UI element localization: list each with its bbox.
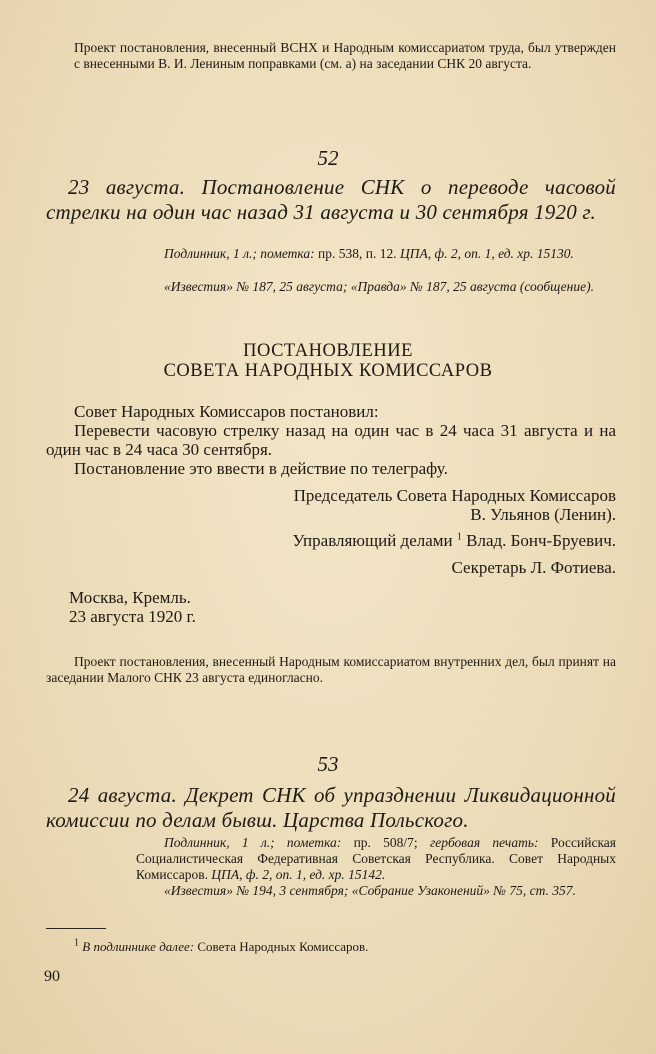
signature-chair-title: Председатель Совета Народных Комиссаров <box>293 486 616 505</box>
source-archive: ЦПА, ф. 2, оп. 1, ед. хр. 15130. <box>399 246 574 261</box>
document-title-line-1: ПОСТАНОВЛЕНИЕ <box>243 341 413 361</box>
seal-lead: гербовая печать: <box>429 835 539 850</box>
source-lead: Подлинник, 1 л.; пометка: <box>164 246 315 261</box>
closing-note <box>46 654 616 686</box>
footnote <box>74 939 614 955</box>
document-number-53: 53 <box>317 752 339 776</box>
document-number-52: 52 <box>317 146 339 170</box>
paragraph-1: Совет Народных Комиссаров постановил: <box>74 402 379 421</box>
source-lead: Подлинник, 1 л.; пометка: <box>164 835 342 850</box>
source-text: пр. 538, п. 12. <box>318 246 397 261</box>
document-title-line-2: СОВЕТА НАРОДНЫХ КОМИССАРОВ <box>163 361 493 381</box>
footnote-text: Совета Народных Комиссаров. <box>197 939 369 954</box>
document-heading-53 <box>46 783 616 833</box>
document-heading-53-text: 24 августа. Декрет СНК об упразднении Ликвидационной комиссии по делам бывш. Царства Польского. <box>46 783 616 832</box>
signature-manager-name: Влад. Бонч-Бруевич. <box>466 531 616 550</box>
footnote-marker: 1 <box>456 531 462 543</box>
paragraph-2: Перевести часовую стрелку назад на один час в 24 часа 31 августа и на один час в 24 часа 30 сентября. <box>46 421 616 459</box>
document-heading-52-text: 23 августа. Постановление СНК о переводе часовой стрелки на один час назад 31 августа и 30 сентября 1920 г. <box>46 175 616 224</box>
intro-note-text: Проект постановления, внесенный ВСНХ и Народным комиссариатом труда, был утвержден с внесенными В. И. Лениным поправками (см. а) на заседании СНК 20 августа. <box>74 40 616 71</box>
page-number: 90 <box>44 968 60 985</box>
paragraph-3: Постановление это ввести в действие по телеграфу. <box>74 459 448 478</box>
seal-text: Российская Социалистическая Федеративная Советская Республика. Совет Народных Комиссаров. <box>136 835 617 882</box>
source-archive: ЦПА, ф. 2, оп. 1, ед. хр. 15142. <box>211 867 386 882</box>
source-note-52-a <box>136 246 616 262</box>
footnote-separator <box>46 928 106 929</box>
intro-note <box>74 40 616 72</box>
footnote-mark: 1 <box>74 937 79 949</box>
signature-manager <box>46 531 616 550</box>
source-text: пр. 508/7; <box>353 835 418 850</box>
source-note-52-b <box>136 279 616 295</box>
source-note-53-b <box>136 883 616 899</box>
publication-text: «Известия» № 194, 3 сентября; «Собрание Узаконений» № 75, ст. 357. <box>164 883 576 898</box>
signature-secretary: Секретарь Л. Фотиева. <box>451 558 616 577</box>
publication-text: «Известия» № 187, 25 августа; «Правда» № 187, 25 августа (сообщение). <box>164 279 594 294</box>
date: 23 августа 1920 г. <box>69 607 196 626</box>
document-heading-52 <box>46 175 616 225</box>
place: Москва, Кремль. <box>69 588 191 607</box>
source-note-53-a <box>136 835 616 883</box>
closing-note-text: Проект постановления, внесенный Народным комиссариатом внутренних дел, был принят на заседании Малого СНК 23 августа единогласно. <box>46 654 616 685</box>
footnote-lead: В подлиннике далее: <box>82 939 195 954</box>
signature-chair-name: В. Ульянов (Ленин). <box>470 505 616 524</box>
signature-manager-title: Управляющий делами <box>292 531 453 550</box>
